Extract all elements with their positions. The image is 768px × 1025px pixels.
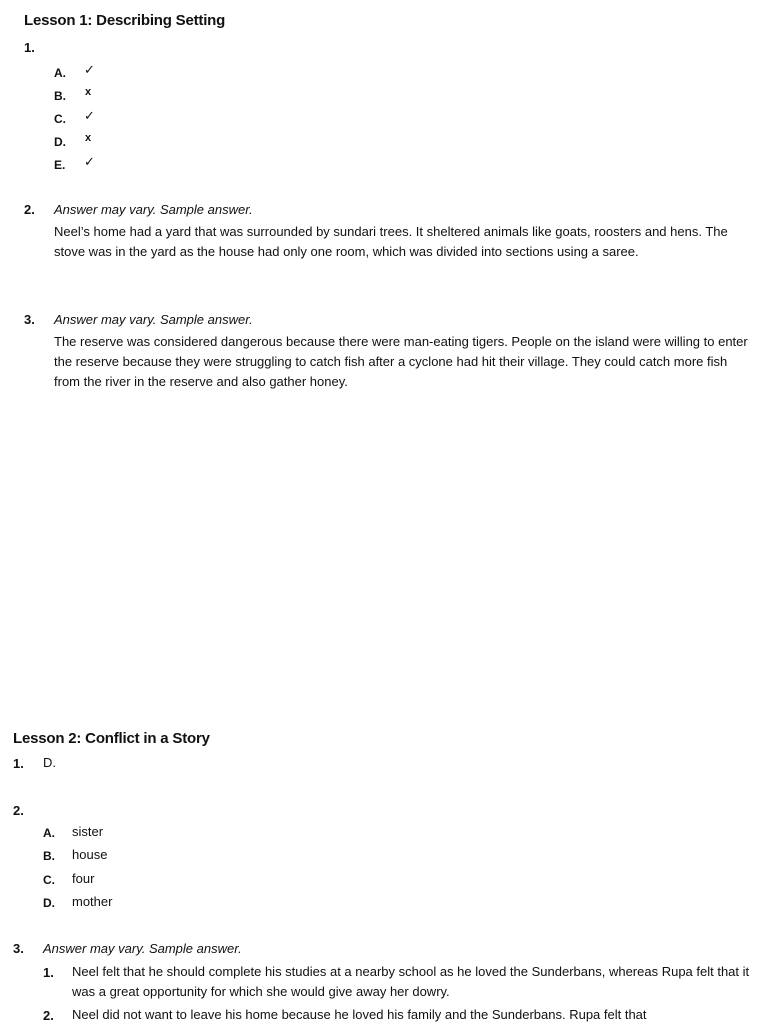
check-mark-icon: ✓ bbox=[84, 154, 95, 169]
option-letter: D. bbox=[43, 896, 55, 910]
lesson1-q3-intro: Answer may vary. Sample answer. bbox=[54, 312, 253, 327]
lesson1-q1-number: 1. bbox=[24, 40, 35, 55]
option-letter: E. bbox=[54, 158, 66, 172]
option-letter: C. bbox=[54, 112, 66, 126]
option-letter: B. bbox=[43, 849, 55, 863]
lesson2-q3-item-text: Neel felt that he should complete his studies at a nearby school as he loved the Sunderbans, whereas Rupa felt that it was a great opportunity for which she would give away her dowry. bbox=[72, 964, 750, 999]
option-word: sister bbox=[72, 824, 104, 839]
lesson2-title: Lesson 2: Conflict in a Story bbox=[13, 730, 210, 747]
cross-mark-icon: x bbox=[85, 86, 92, 98]
option-letter: B. bbox=[54, 89, 66, 103]
option-word: house bbox=[72, 847, 108, 862]
option-letter: C. bbox=[43, 873, 55, 887]
option-letter: A. bbox=[54, 66, 66, 80]
option-letter: D. bbox=[54, 135, 66, 149]
lesson2-q3-item-number: 2. bbox=[43, 1008, 54, 1023]
lesson2-q1-answer: D. bbox=[43, 755, 56, 770]
lesson2-q3-item-number: 1. bbox=[43, 965, 54, 980]
lesson1-title: Lesson 1: Describing Setting bbox=[24, 12, 226, 29]
lesson2-q2-number: 2. bbox=[13, 803, 24, 818]
cross-mark-icon: x bbox=[85, 132, 92, 144]
option-letter: A. bbox=[43, 826, 55, 840]
lesson2-q3-number: 3. bbox=[13, 941, 24, 956]
lesson2-q3-intro: Answer may vary. Sample answer. bbox=[43, 941, 242, 956]
lesson1-q3-number: 3. bbox=[24, 312, 35, 327]
lesson1-q2-number: 2. bbox=[24, 202, 35, 217]
option-word: mother bbox=[72, 894, 113, 909]
lesson2-q3-item-text: Neel did not want to leave his home because he loved his family and the Sunderbans. Rupa felt that bbox=[72, 1007, 647, 1022]
check-mark-icon: ✓ bbox=[84, 108, 95, 123]
lesson1-q2-answer: Neel’s home had a yard that was surrounded by sundari trees. It sheltered animals like goats, roosters and hens. The stove was in the yard as the house had only one room, which was divided into sections using a saree. bbox=[54, 224, 728, 259]
option-word: four bbox=[72, 871, 95, 886]
lesson1-q3-answer: The reserve was considered dangerous because there were man-eating tigers. People on the island were willing to enter the reserve because they were struggling to catch fish after a cyclone had hit their village. They could catch more fish from the river in the reserve and also gather honey. bbox=[54, 334, 748, 389]
check-mark-icon: ✓ bbox=[84, 62, 95, 77]
lesson2-q1-number: 1. bbox=[13, 756, 24, 771]
lesson1-q2-intro: Answer may vary. Sample answer. bbox=[54, 202, 253, 217]
